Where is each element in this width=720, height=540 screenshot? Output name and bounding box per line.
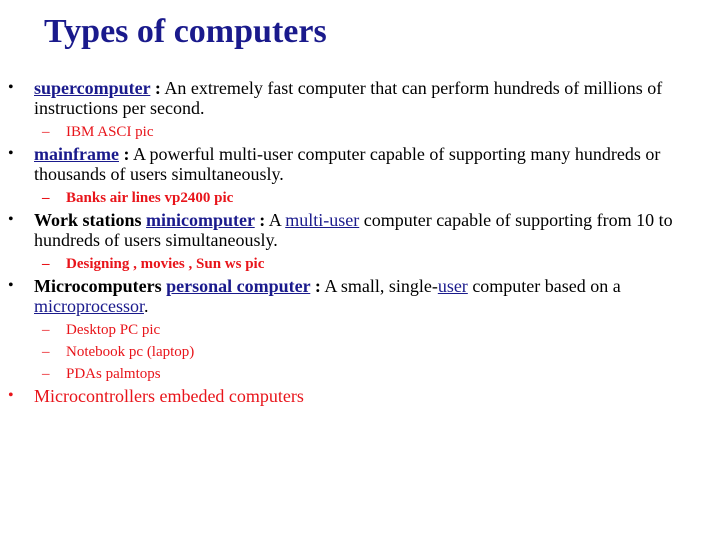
sub-item [8,122,714,142]
sub-item [8,364,714,384]
item-description: A small, single- [320,276,438,296]
item-description: An extremely fast computer that can perform hundreds of millions of instructions per second. [34,78,663,118]
term-link-mainframe[interactable]: mainframe [34,144,119,164]
dash-icon: – [42,256,50,272]
link-user[interactable]: user [437,276,468,296]
list-item-supercomputer [8,78,714,118]
item-description: A powerful multi-user computer capable of supporting many hundreds or thousands of users simultaneously. [34,144,661,184]
list-item-mainframe [8,144,714,184]
item-lead: Microcomputers [34,276,167,296]
list-item-microcomputers [8,276,714,316]
bullet-icon: • [8,387,14,404]
sub-item-label: Designing , movies , Sun ws pic [66,256,265,272]
link-multi-user[interactable]: multi-user [285,210,360,230]
separator: : [254,210,266,230]
sub-item [8,188,714,208]
bullet-icon: • [8,79,14,96]
bullet-list [8,78,714,410]
sub-item [8,342,714,362]
bullet-icon: • [8,211,14,228]
item-description: . [143,296,149,316]
dash-icon: – [42,344,50,360]
sub-item-label: IBM ASCI pic [66,124,154,140]
link-microprocessor[interactable]: microprocessor [34,296,144,316]
bullet-icon: • [8,277,14,294]
dash-icon: – [42,322,50,338]
list-item-microcontrollers [8,386,714,406]
sub-item [8,320,714,340]
item-description: A [265,210,286,230]
separator: : [310,276,321,296]
separator: : [150,78,161,98]
dash-icon: – [42,366,50,382]
dash-icon: – [42,124,50,140]
sub-item-label: Desktop PC pic [66,322,161,338]
sub-item-label: Banks air lines vp2400 pic [66,190,234,206]
item-text: Microcontrollers embeded computers [34,386,304,406]
term-link-personal-computer[interactable]: personal computer [166,276,311,296]
sub-item-label: Notebook pc (laptop) [66,344,195,360]
item-description: computer capable of supporting from 10 to hundreds of users simultaneously. [34,210,673,250]
term-link-supercomputer[interactable]: supercomputer [34,78,151,98]
item-lead: Work stations [34,210,147,230]
slide-title: Types of computers [44,13,327,50]
bullet-icon: • [8,145,14,162]
separator: : [118,144,130,164]
list-item-workstations [8,210,714,250]
dash-icon: – [42,190,50,206]
item-description: computer based on a [467,276,621,296]
sub-item [8,254,714,274]
sub-item-label: PDAs palmtops [66,366,161,382]
term-link-minicomputer[interactable]: minicomputer [146,210,255,230]
